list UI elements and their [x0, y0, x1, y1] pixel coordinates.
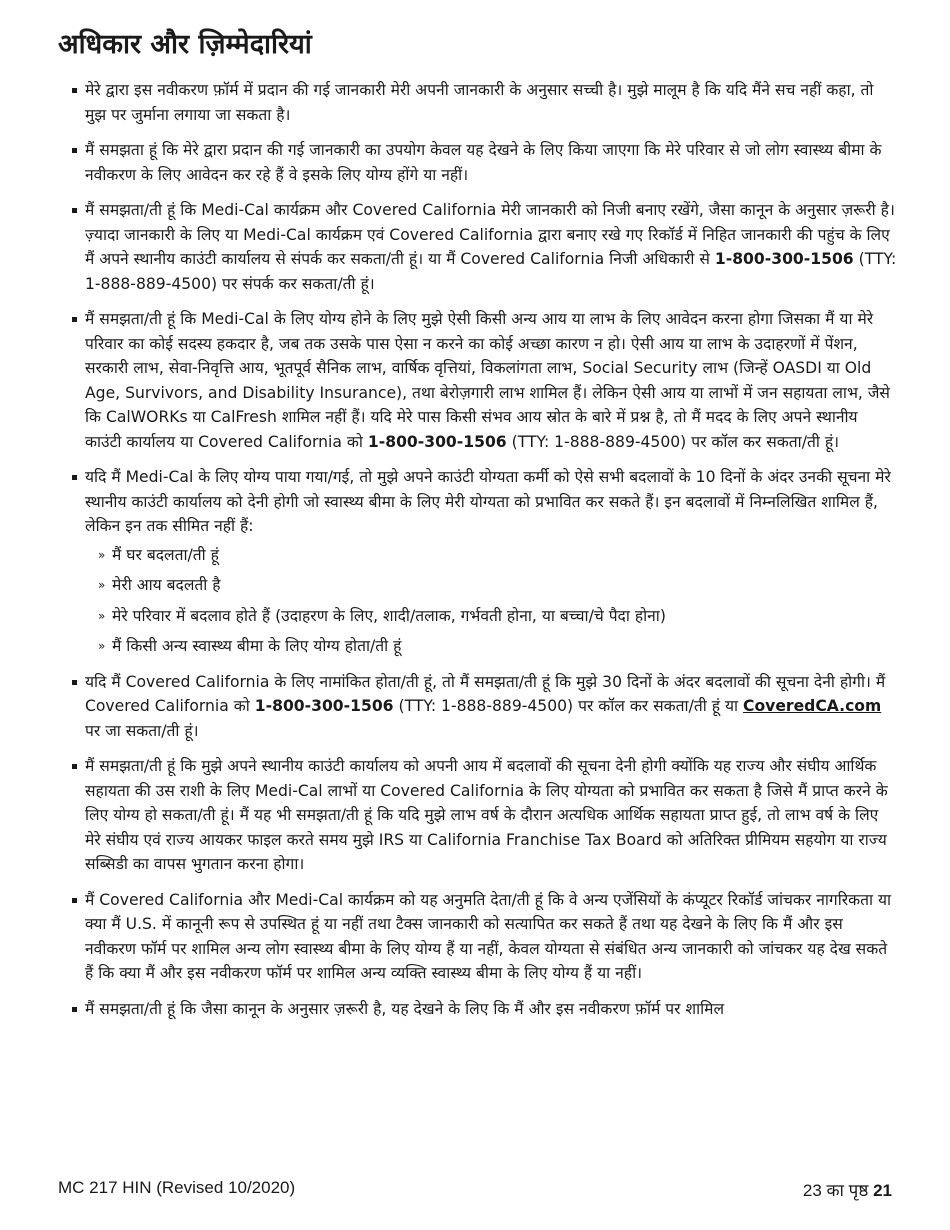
item-text: यदि मैं Medi-Cal के लिए योग्य पाया गया/गई, तो मुझे अपने काउंटी योग्यता कर्मी को ऐसे सभी बदलावों के 10 दिनों के अंदर उनकी सूचना मेरे स्थानीय काउंटी कार्यालय को देनी होगी जो स्वास्थ्य बीमा के लिए मेरी योग्यता को प्रभावित कर सकते हैं। इन बदलावों में निम्नलिखित शामिल हैं, लेकिन इन तक सीमित नहीं हैं: [85, 468, 891, 535]
item-text: (TTY: 1-888-889-4500) पर कॉल कर सकता/ती हूं या [398, 697, 739, 715]
changes-sublist [85, 543, 898, 659]
item-text: मैं समझता/ती हूं कि जैसा कानून के अनुसार ज़रूरी है, यह देखने के लिए कि मैं और इस नवीकरण फ़ॉर्म पर शामिल [85, 999, 725, 1018]
coveredca-link[interactable]: CoveredCA.com [743, 697, 882, 715]
phone-number: 1-800-300-1506 [367, 432, 507, 451]
list-item [72, 465, 898, 659]
item-text: (TTY: 1-888-889-4500) पर कॉल कर सकता/ती हूं। [511, 432, 840, 451]
item-text: मैं समझता/ती हूं कि मुझे अपने स्थानीय काउंटी कार्यालय को अपनी आय में बदलावों की सूचना देनी होगी क्योंकि यह राज्य और संघीय आर्थिक सहायता की उस राशी के लिए Medi-Cal लाभों या Covered California के लिए योग्यता को प्रभावित कर सकता है जिसे मैं प्राप्त करने के लिए योग्य हो सकता/ती हूं। मैं यह भी समझता/ती हूं कि यदि मुझे लाभ वर्ष के दौरान अत्यधिक आर्थिक सहायता प्राप्त हुई, तो लाभ वर्ष के लिए मेरे संघीय एवं राज्य आयकर फाइल करते समय मुझे IRS या California Franchise Tax Board को अतिरिक्त प्रीमियम सहयोग या राज्य सब्सिडी का वापस भुगतान करना होगा। [85, 757, 888, 873]
item-text: पर जा सकता/ती हूं। [85, 721, 199, 740]
item-text: मैं समझता/ती हूं कि Medi-Cal कार्यक्रम और Covered California मेरी जानकारी को निजी बनाए रखेंगे, जैसा कानून के अनुसार ज़रूरी है। ज़्यादा जानकारी के लिए या Medi-Cal कार्यक्रम एवं Covered California द्वारा बनाए रखे गए रिकॉर्ड में निहित जानकारी की पहुंच के लिए मैं अपने स्थानीय काउंटी कार्यालय से संपर्क कर सकता/ती हूं। या मैं Covered California निजी अधिकारी से [85, 201, 895, 268]
item-text: मैं समझता/ती हूं कि Medi-Cal के लिए योग्य होने के लिए मुझे ऐसी किसी अन्य आय या लाभ के लिए आवेदन करना होगा जिसका मैं या मेरे परिवार का कोई सदस्य हकदार है, जब तक उसके पास ऐसा न करने का कोई अच्छा कारण न हो। ऐसी आय या लाभ के उदाहरणों में पेंशन, सरकारी लाभ, सेवा-निवृत्ति आय, भूतपूर्व सैनिक लाभ, वार्षिक वृत्तियां, विकलांगता लाभ, Social Security लाभ (जिन्हें OASDI या Old Age, Survivors, and Disability Insurance), तथा बेरोज़गारी लाभ शामिल हैं। लेकिन ऐसी आय या लाभों में जन सहायता लाभ, जैसे कि CalWORKs या CalFresh शामिल नहीं हैं। यदि मेरे पास किसी संभव आय स्रोत के बारे में प्रश्न है, तो मैं मदद के लिए अपने स्थानीय काउंटी कार्यालय या Covered California को [85, 310, 890, 451]
item-text: मेरे द्वारा इस नवीकरण फ़ॉर्म में प्रदान की गई जानकारी मेरी अपनी जानकारी के अनुसार सच्ची है। मुझे मालूम है कि यदि मैंने सच नहीं कहा, तो मुझ पर जुर्माना लगाया जा सकता है। [85, 81, 874, 124]
item-text: मैं समझता हूं कि मेरे द्वारा प्रदान की गई जानकारी का उपयोग केवल यह देखने के लिए किया जाएगा कि मेरे परिवार से जो लोग स्वास्थ्य बीमा के नवीकरण के लिए आवेदन कर रहे हैं वे इसके लिए योग्य होंगे या नहीं। [85, 141, 882, 184]
page-indicator [803, 1178, 892, 1201]
sublist-item: » मैं किसी अन्य स्वास्थ्य बीमा के लिए योग्य होता/ती हूं [98, 634, 898, 659]
page-prefix: 23 का पृष्ठ [802, 1181, 869, 1200]
sublist-item: » मेरे परिवार में बदलाव होते हैं (उदाहरण के लिए, शादी/तलाक, गर्भवती होना, या बच्चा/चे पैदा होना) [98, 604, 898, 629]
item-text: यदि मैं Covered California के लिए नामांकित होता/ती हूं, तो मैं समझता/ती हूं कि मुझे 30 दिनों के अंदर बदलावों की सूचना देनी होगी। मैं Covered California को [85, 672, 886, 715]
list-item [72, 78, 898, 127]
form-id: MC 217 HIN (Revised 10/2020) [58, 1178, 296, 1197]
rights-list [72, 78, 898, 1021]
list-item [72, 138, 898, 187]
item-text: (TTY: 1-888-889-4500) पर संपर्क कर सकता/ती हूं। [85, 250, 897, 293]
page-number: 21 [873, 1181, 892, 1200]
list-item [72, 307, 898, 454]
phone-number: 1-800-300-1506 [714, 250, 854, 268]
sublist-item: » मैं घर बदलता/ती हूं [98, 543, 898, 568]
sublist-item: » मेरी आय बदलती है [98, 573, 898, 598]
list-item [72, 198, 898, 296]
list-item [72, 997, 898, 1022]
list-item [72, 670, 898, 744]
list-item [72, 754, 898, 877]
list-item [72, 888, 898, 986]
phone-number: 1-800-300-1506 [254, 697, 394, 715]
page-title: अधिकार और ज़िम्मेदारियां [58, 29, 312, 60]
item-text: मैं Covered California और Medi-Cal कार्यक्रम को यह अनुमति देता/ती हूं कि वे अन्य एजेंसियों के कंप्यूटर रिकॉर्ड जांचकर नागरिकता या क्या मैं U.S. में कानूनी रूप से उपस्थित हूं या नहीं तथा टैक्स जानकारी को सत्यापित कर सकते हैं तथा यह देखने के लिए कि मैं और इस नवीकरण फॉर्म पर शामिल अन्य लोग स्वास्थ्य बीमा के लिए योग्य हैं या नहीं, केवल योग्यता से संबंधित अन्य जानकारी को जांचकर यह देख सकते हैं कि क्या मैं और इस नवीकरण फॉर्म पर शामिल अन्य व्यक्ति स्वास्थ्य बीमा के लिए योग्य हैं या नहीं। [85, 890, 892, 982]
